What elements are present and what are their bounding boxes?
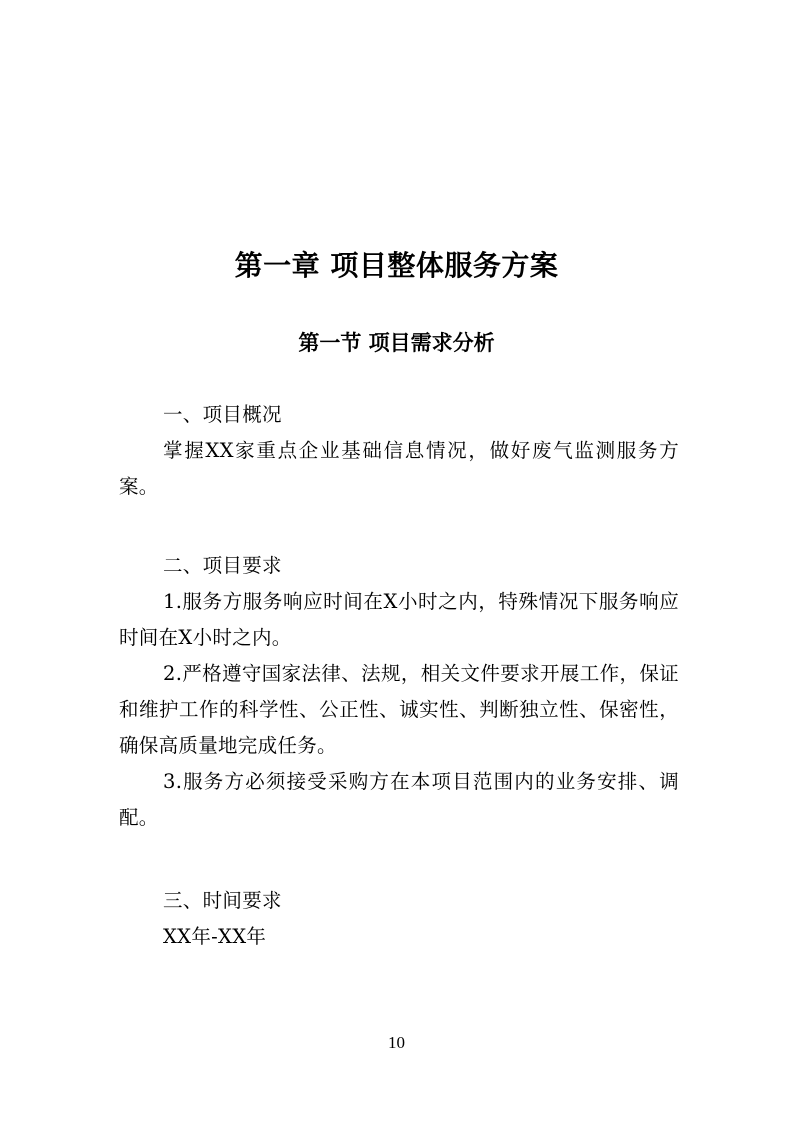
- section-title: 第一节 项目需求分析: [298, 331, 495, 355]
- chapter-title: 第一章 项目整体服务方案: [234, 249, 559, 282]
- requirements-block: [119, 548, 679, 836]
- overview-heading: 一、项目概况: [163, 403, 282, 426]
- requirement-item-2: 2.严格遵守国家法律、法规，相关文件要求开展工作，保证和维护工作的科学性、公正性、诚实性、判断独立性、保密性，确保高质量地完成任务。: [119, 662, 679, 757]
- time-block: [119, 883, 679, 955]
- requirement-item-1: 1.服务方服务响应时间在X小时之内，特殊情况下服务响应时间在X小时之内。: [119, 590, 679, 649]
- time-value: XX年-XX年: [163, 925, 267, 948]
- requirement-item-3: 3.服务方必须接受采购方在本项目范围内的业务安排、调配。: [119, 770, 679, 829]
- page-number: 10: [388, 1033, 405, 1052]
- overview-block: [119, 397, 679, 505]
- requirements-heading: 二、项目要求: [163, 554, 282, 577]
- time-heading: 三、时间要求: [163, 889, 282, 912]
- overview-paragraph: 掌握XX家重点企业基础信息情况，做好废气监测服务方案。: [119, 439, 679, 498]
